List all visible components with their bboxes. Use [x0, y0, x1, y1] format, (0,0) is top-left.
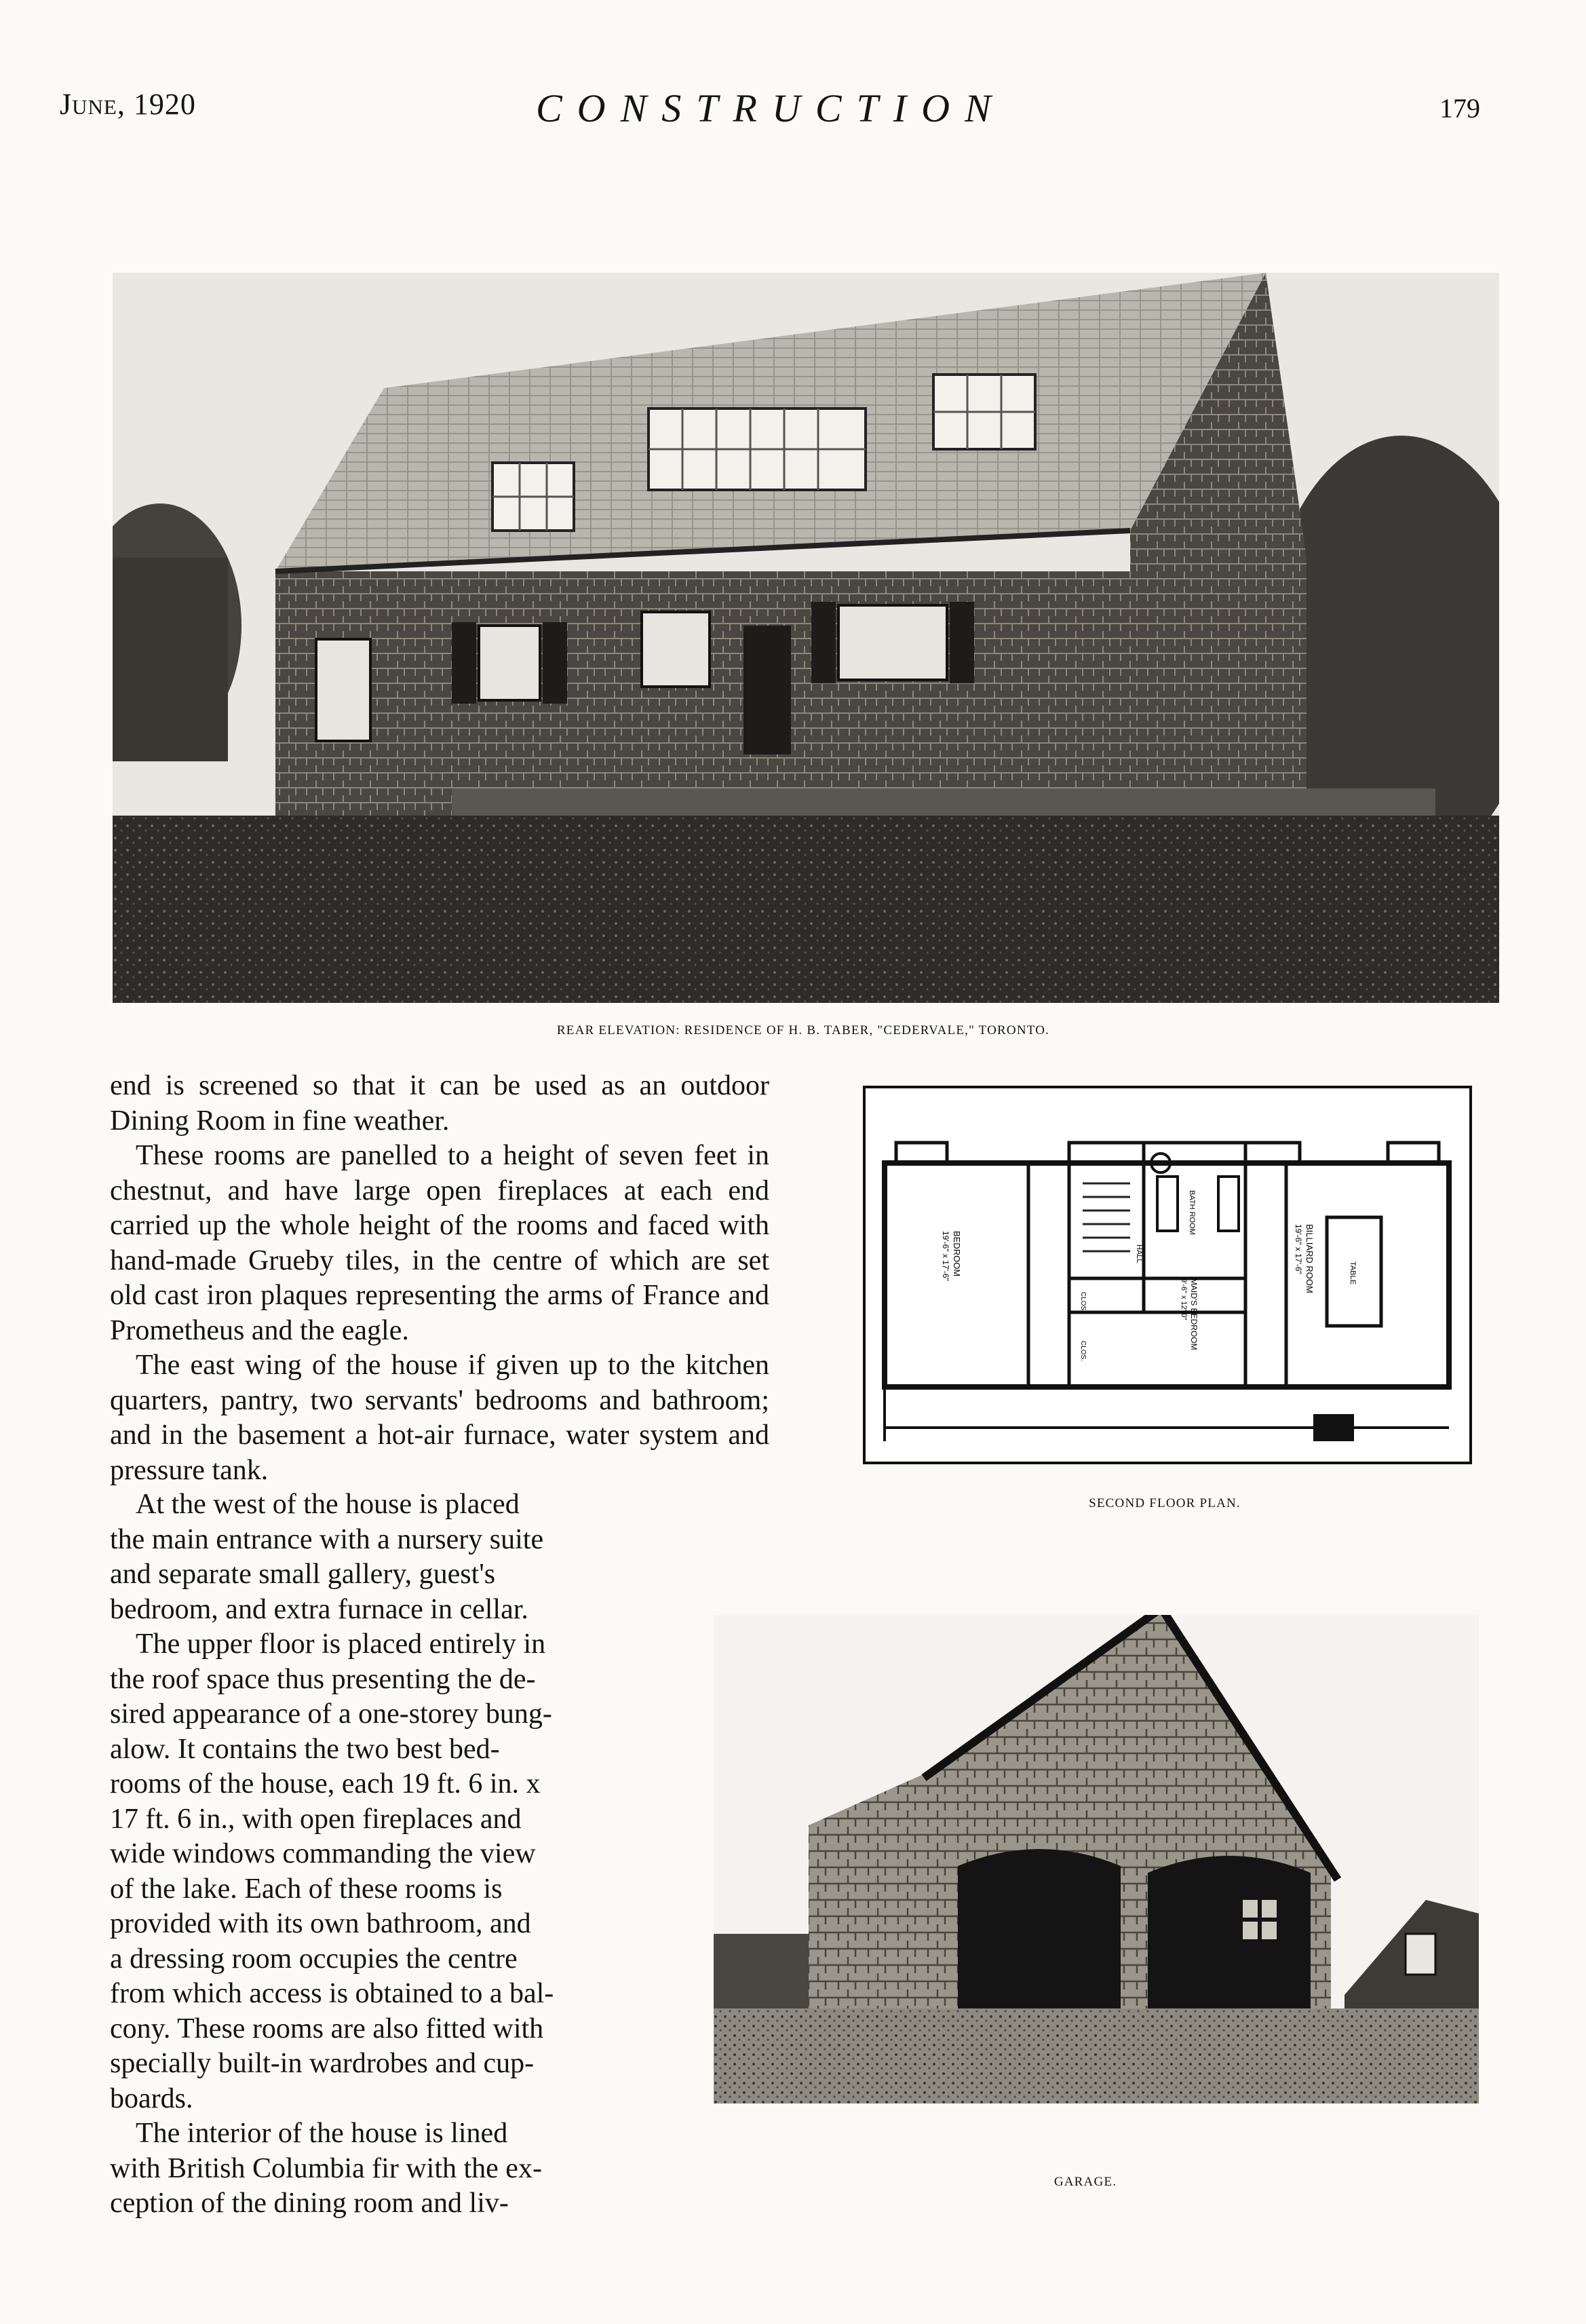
narrow-line: and separate small gallery, guest's [110, 1559, 496, 1590]
narrow-line: rooms of the house, each 19 ft. 6 in. x [110, 1768, 541, 1799]
rear-elevation-caption: REAR ELEVATION: RESIDENCE OF H. B. TABER, "CEDERVALE," TORONTO. [556, 1023, 1050, 1037]
garage-photo [714, 1615, 1479, 2103]
narrow-line: bedroom, and extra furnace in cellar. [110, 1593, 528, 1625]
second-floor-plan [863, 1086, 1472, 1464]
narrow-line: cony. These rooms are also fitted with [110, 2013, 544, 2044]
narrow-line: with British Columbia fir with the ex- [110, 2152, 542, 2184]
narrow-line: of the lake. Each of these rooms is [110, 1873, 503, 1905]
label-maids-bedroom-dim: 9'-6" x 12'-0" [1180, 1278, 1188, 1320]
narrow-line: from which access is obtained to a bal- [110, 1978, 554, 2009]
label-billiard-room: BILLIARD ROOM [1304, 1224, 1315, 1293]
paragraph-1: end is screened so that it can be used as an outdoor Dining Room in fine weather. [110, 1070, 769, 1137]
narrow-line: specially built-in wardrobes and cup- [110, 2048, 535, 2079]
plan-caption: SECOND FLOOR PLAN. [1089, 1496, 1241, 1510]
label-table: TABLE [1349, 1261, 1357, 1285]
narrow-line: ception of the dining room and liv- [110, 2188, 509, 2219]
paragraph-2: These rooms are panelled to a height of seven feet in chestnut, and have large open fireplaces at each end carried up the whole height of the rooms and faced with hand-made Grueby tiles, in the centre of which are set old cast iron plaques representing the arms of France and Prometheus and the eagle. [110, 1140, 769, 1346]
garage-caption: GARAGE. [1053, 2175, 1117, 2189]
narrow-line: the main entrance with a nursery suite [110, 1523, 544, 1555]
article-column-narrow [110, 1487, 639, 2222]
narrow-line: boards. [110, 2082, 193, 2114]
narrow-line: wide windows commanding the view [110, 1838, 536, 1869]
label-bedroom-dim: 19'-6" x 17'-6" [941, 1231, 950, 1281]
label-closet-a: CLOS. [1079, 1292, 1087, 1313]
label-bath-room: BATH ROOM [1188, 1190, 1196, 1235]
narrow-line: alow. It contains the two best bed- [110, 1733, 500, 1765]
label-bedroom: BEDROOM [952, 1231, 962, 1277]
label-maids-bedroom: MAID'S BEDROOM [1189, 1278, 1199, 1350]
article-column-top [110, 1069, 769, 1488]
label-closet-b: CLOS. [1079, 1341, 1087, 1362]
narrow-line: a dressing room occupies the centre [110, 1943, 518, 1975]
label-hall: HALL [1135, 1244, 1143, 1263]
narrow-line: At the west of the house is placed [136, 1489, 520, 1520]
narrow-line: The upper floor is placed entirely in [136, 1628, 546, 1660]
house-illustration [113, 273, 1499, 1003]
journal-title: CONSTRUCTION [536, 86, 1006, 130]
label-billiard-room-dim: 19'-6" x 17'-6" [1294, 1224, 1303, 1274]
paragraph-3: The east wing of the house if given up to the kitchen quarters, pantry, two servants' bedrooms and bathroom; and in the basement a hot-air furnace, water system and pressure tank. [110, 1350, 769, 1486]
page-number: 179 [1439, 93, 1480, 123]
garage-illustration [714, 1615, 1479, 2103]
rear-elevation-photo [113, 273, 1499, 1003]
narrow-line: provided with its own bathroom, and [110, 1908, 531, 1939]
narrow-line: the roof space thus presenting the de- [110, 1663, 536, 1695]
narrow-line: The interior of the house is lined [136, 2118, 508, 2149]
narrow-line: 17 ft. 6 in., with open fireplaces and [110, 1803, 522, 1835]
issue-date: June, 1920 [60, 88, 196, 121]
floor-plan-drawing [866, 1088, 1469, 1462]
narrow-line: sired appearance of a one-storey bung- [110, 1698, 552, 1730]
